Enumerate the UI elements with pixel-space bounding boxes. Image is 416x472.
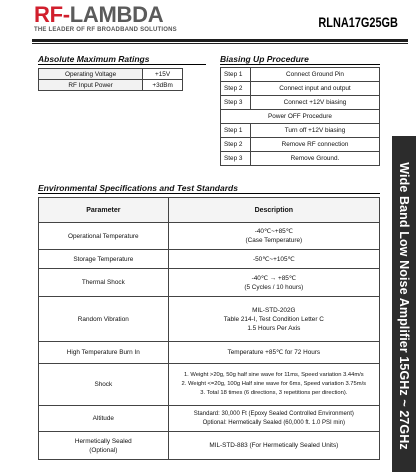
abs-max-value: +15V xyxy=(143,69,183,80)
header-divider xyxy=(32,39,408,42)
env-desc-line: (Case Temperature) xyxy=(245,237,303,244)
table-row xyxy=(221,152,380,166)
env-desc xyxy=(168,432,379,460)
env-param: Shock xyxy=(39,364,169,406)
env-desc-line: 1.5 Hours Per Axis xyxy=(247,324,301,332)
bias-action: Remove RF connection xyxy=(251,138,380,152)
env-desc-line: MIL-STD-202G xyxy=(252,306,296,314)
table-row xyxy=(39,223,380,250)
table-row xyxy=(221,138,380,152)
env-desc xyxy=(168,250,379,269)
env-desc-line: 3. Total 18 times (6 directions, 3 repetitions per direction). xyxy=(200,390,348,396)
bias-action: Turn off +12V biasing xyxy=(251,124,380,138)
biasing-rule xyxy=(220,64,380,65)
env-desc-line: -40℃~+85℃ xyxy=(254,228,293,235)
table-row xyxy=(39,364,380,406)
table-row xyxy=(221,110,380,124)
env-desc xyxy=(168,269,379,297)
env-param: Operational Temperature xyxy=(39,223,169,250)
table-row xyxy=(39,69,183,80)
env-title: Environmental Specifications and Test Standards xyxy=(38,183,238,193)
biasing-table xyxy=(220,67,380,166)
col-header-description: Description xyxy=(168,198,379,223)
env-param: Thermal Shock xyxy=(39,269,169,297)
env-desc-line: (5 Cycles / 10 hours) xyxy=(244,283,304,291)
env-rule xyxy=(38,193,380,194)
table-row xyxy=(39,406,380,432)
bias-step: Step 2 xyxy=(221,82,251,96)
env-param: High Temperature Burn In xyxy=(39,342,169,364)
col-header-parameter: Parameter xyxy=(39,198,169,223)
abs-max-title: Absolute Maximum Ratings xyxy=(38,54,150,64)
bias-step: Step 1 xyxy=(221,124,251,138)
bias-action: Connect +12V biasing xyxy=(251,96,380,110)
bias-step: Step 1 xyxy=(221,68,251,82)
biasing-title: Biasing Up Procedure xyxy=(220,54,309,64)
logo-rf: RF xyxy=(34,2,63,27)
table-row xyxy=(39,432,380,460)
bias-action: Remove Ground. xyxy=(251,152,380,166)
env-desc xyxy=(168,342,379,364)
bias-action: Connect input and output xyxy=(251,82,380,96)
bias-action: Connect Ground Pin xyxy=(251,68,380,82)
env-desc xyxy=(168,364,379,406)
table-row xyxy=(39,297,380,342)
env-desc-line: 2. Weight <=20g, 100g Half sine wave for 6ms, Speed variation 3.75m/s xyxy=(181,381,367,387)
table-header-row xyxy=(39,198,380,223)
abs-max-rule xyxy=(38,64,206,65)
env-desc-line: Standard: 30,000 Ft (Epoxy Sealed Controlled Environment) xyxy=(193,410,354,417)
bias-step: Step 2 xyxy=(221,138,251,152)
env-desc xyxy=(168,297,379,342)
env-desc xyxy=(168,406,379,432)
table-row xyxy=(221,96,380,110)
env-param xyxy=(39,432,169,460)
env-param: Storage Temperature xyxy=(39,250,169,269)
env-param-line: (Optional) xyxy=(89,446,118,454)
env-param: Altitude xyxy=(39,406,169,432)
abs-max-table xyxy=(38,68,183,91)
table-row xyxy=(221,124,380,138)
env-desc xyxy=(168,223,379,250)
power-off-title: Power OFF Procedure xyxy=(221,110,380,124)
logo-wordmark xyxy=(34,4,177,26)
env-desc-line: MIL-STD-883 (For Hermetically Sealed Units) xyxy=(209,442,339,449)
table-row xyxy=(221,68,380,82)
table-row xyxy=(39,250,380,269)
bias-step: Step 3 xyxy=(221,152,251,166)
table-row xyxy=(39,80,183,91)
env-desc-line: -50℃~+105℃ xyxy=(252,255,295,263)
env-param-line: Hermetically Sealed xyxy=(74,437,132,445)
side-title: Wide Band Low Noise Amplifier 15GHz ~ 27GHz xyxy=(397,162,411,450)
company-logo xyxy=(34,4,177,33)
abs-max-value: +3dBm xyxy=(143,80,183,91)
model-number: RLNA17G25GB xyxy=(318,14,398,30)
env-param: Random Vibration xyxy=(39,297,169,342)
logo-dash: - xyxy=(62,2,70,27)
env-desc-line: Table 214-I, Test Condition Letter C xyxy=(223,315,324,323)
abs-max-param: Operating Voltage xyxy=(39,69,143,80)
bias-step: Step 3 xyxy=(221,96,251,110)
table-row xyxy=(221,82,380,96)
abs-max-param: RF Input Power xyxy=(39,80,143,91)
env-desc-line: Optional: Hermetically Sealed (60,000 ft. 1.0 PSI min) xyxy=(202,419,346,426)
logo-lambda: LAMBDA xyxy=(69,2,164,27)
table-row xyxy=(39,342,380,364)
env-table xyxy=(38,197,380,460)
header-divider-thin xyxy=(32,43,408,44)
env-desc-line: 1. Weight >20g, 50g half sine wave for 11ms, Speed variation 3.44m/s xyxy=(183,372,364,378)
env-desc-line: Temperature +85℃ for 72 Hours xyxy=(227,349,321,356)
logo-tagline: THE LEADER OF RF BROADBAND SOLUTIONS xyxy=(34,27,177,33)
env-desc-line: -40℃ → +85℃ xyxy=(251,274,296,282)
table-row xyxy=(39,269,380,297)
